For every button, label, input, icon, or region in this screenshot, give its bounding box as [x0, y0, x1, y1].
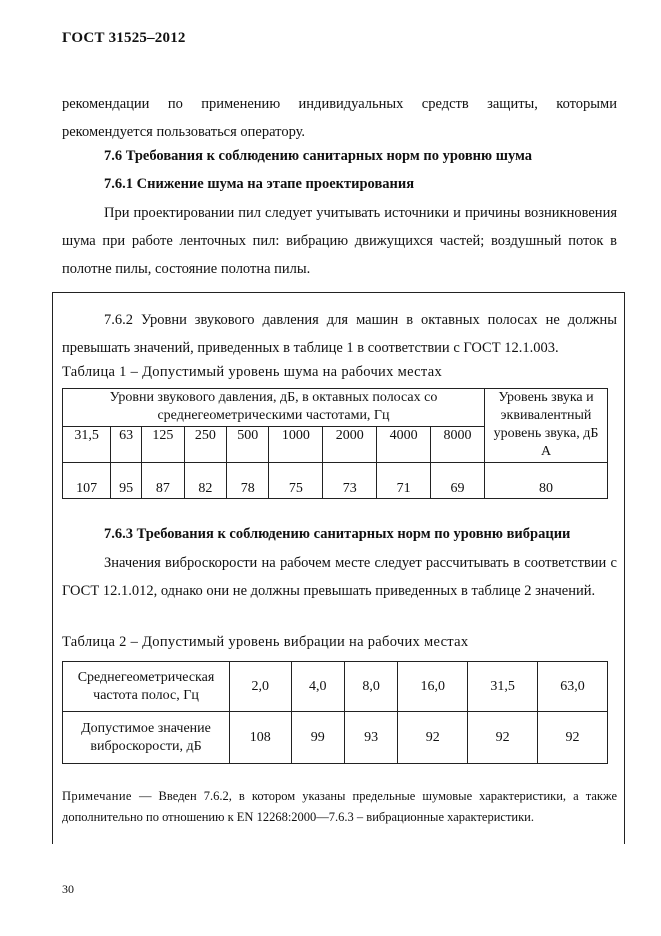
- paragraph-vibration: Значения виброскорости на рабочем месте следует рассчитывать в соответствии с ГОСТ 12.1.012, однако они не должны превышать приведенных в таблице 2 значений.: [62, 555, 617, 599]
- table2-frequency-cell: 16,0: [398, 662, 468, 712]
- paragraph-recommendations: рекомендации по применению индивидуальных средств защиты, которыми рекомендуется пользоваться оператору.: [62, 96, 617, 140]
- table1-value-cell: 78: [227, 463, 269, 499]
- table2-frequency-cell: 4,0: [291, 662, 344, 712]
- table1-frequency-cell: 2000: [323, 427, 377, 463]
- note-text: — Введен 7.6.2, в котором указаны предельные шумовые характеристики, а также дополнительно по отношению к EN 12268:2000—7.6.3 – вибрационные характеристики.: [62, 789, 617, 824]
- table1-caption: Таблица 1 – Допустимый уровень шума на рабочих местах: [62, 364, 442, 380]
- vibration-level-table: [62, 661, 608, 764]
- note: [62, 786, 617, 828]
- table1-value-cell: 95: [111, 463, 142, 499]
- table2-row1-label: Среднегеометрическая частота полос, Гц: [63, 662, 230, 712]
- paragraph-7-6-2: 7.6.2 Уровни звукового давления для машин в октавных полосах не должны превышать значений, приведенных в таблице 1 в соответствии с ГОСТ 12.1.003.: [62, 312, 617, 356]
- table1-frequency-cell: 500: [227, 427, 269, 463]
- table2-value-cell: 92: [468, 712, 538, 764]
- table2-value-cell: 92: [398, 712, 468, 764]
- noise-level-table: [62, 388, 608, 499]
- paragraph-design-noise: При проектировании пил следует учитывать источники и причины возникновения шума при работе ленточных пил: вибрацию движущихся частей; воздушный поток в полотне пилы, состояние полотна пилы.: [62, 205, 617, 277]
- table1-frequency-cell: 1000: [269, 427, 323, 463]
- table2-frequency-cell: 31,5: [468, 662, 538, 712]
- table1-value-cell: 69: [431, 463, 485, 499]
- table1-value-cell: 87: [142, 463, 184, 499]
- section-heading-7-6-3: 7.6.3 Требования к соблюдению санитарных норм по уровню вибрации: [104, 526, 571, 542]
- table2-frequency-cell: 63,0: [538, 662, 608, 712]
- table2-value-cell: 108: [230, 712, 292, 764]
- table1-value-cell: 82: [184, 463, 226, 499]
- table1-frequency-cell: 31,5: [63, 427, 111, 463]
- table2-value-cell: 92: [538, 712, 608, 764]
- table2-value-cell: 99: [291, 712, 344, 764]
- table2-value-cell: 93: [344, 712, 397, 764]
- table2-row2-label: Допустимое значение виброскорости, дБ: [63, 712, 230, 764]
- note-label: Примечание: [62, 789, 132, 803]
- table1-value-cell: 71: [377, 463, 431, 499]
- table1-value-cell: 75: [269, 463, 323, 499]
- table2-caption: Таблица 2 – Допустимый уровень вибрации на рабочих местах: [62, 634, 469, 650]
- table1-group-header: Уровни звукового давления, дБ, в октавных полосах со среднегеометрическими частотами, Гц: [63, 389, 485, 427]
- table1-level-value: 80: [485, 463, 608, 499]
- table1-frequency-cell: 250: [184, 427, 226, 463]
- section-heading-7-6-1: 7.6.1 Снижение шума на этапе проектирования: [104, 176, 415, 192]
- table1-frequency-cell: 8000: [431, 427, 485, 463]
- table2-frequency-cell: 2,0: [230, 662, 292, 712]
- table1-frequency-cell: 63: [111, 427, 142, 463]
- section-heading-7-6: 7.6 Требования к соблюдению санитарных норм по уровню шума: [104, 148, 533, 164]
- page-number: 30: [62, 882, 74, 896]
- table1-value-cell: 73: [323, 463, 377, 499]
- table2-frequency-cell: 8,0: [344, 662, 397, 712]
- table1-level-header: Уровень звука и эквивалентный уровень звука, дБ А: [485, 389, 608, 463]
- table1-frequency-cell: 125: [142, 427, 184, 463]
- table1-value-cell: 107: [63, 463, 111, 499]
- document-header: ГОСТ 31525–2012: [62, 30, 186, 46]
- table1-frequency-cell: 4000: [377, 427, 431, 463]
